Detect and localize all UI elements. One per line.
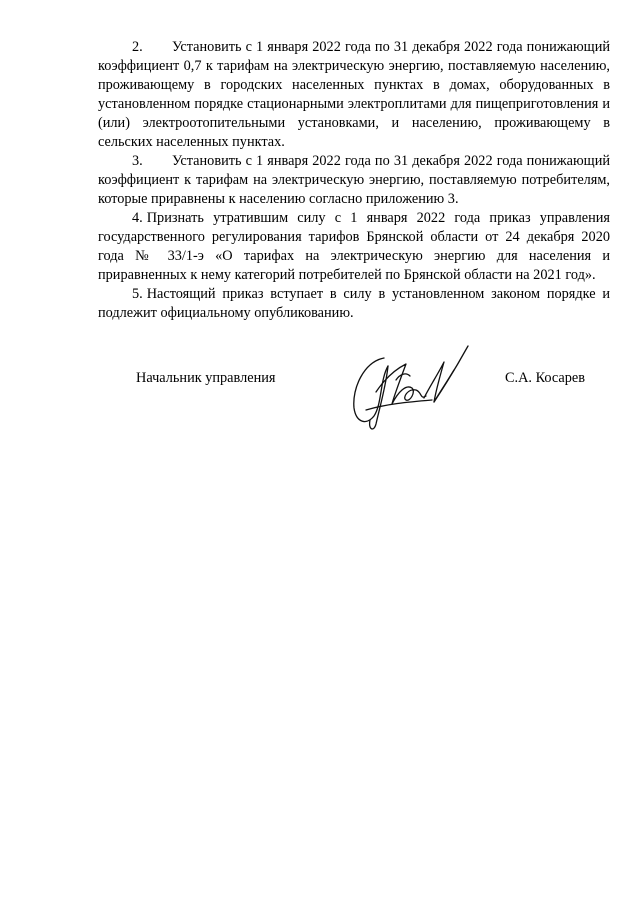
paragraph-4 xyxy=(98,209,610,285)
signature-block xyxy=(0,340,640,440)
document-body xyxy=(98,38,610,323)
paragraph-3 xyxy=(98,152,610,209)
paragraph-text: Настоящий приказ вступает в силу в установленном законом порядке и подлежит официальному опубликованию. xyxy=(98,286,610,321)
paragraph-5 xyxy=(98,285,610,323)
signatory-name: С.А. Косарев xyxy=(505,370,586,386)
paragraph-number: 2. xyxy=(132,39,143,55)
paragraph-2 xyxy=(98,38,610,152)
paragraph-number: 5. xyxy=(132,286,143,302)
paragraph-number: 3. xyxy=(132,153,143,169)
paragraph-text: Признать утратившим силу с 1 января 2022 года приказ управления государственного регулирования тарифов Брянской области от 24 декабря 2020 года № 33/1-э «О тарифах на электрическую энергию для населения и приравненных к нему категорий потребителей по Брянской области на 2021 год». xyxy=(98,210,610,283)
paragraph-text: Установить с 1 января 2022 года по 31 декабря 2022 года понижающий коэффициент к тарифам на электрическую энергию, поставляемую потребителям, которые приравнены к населению согласно приложению 3. xyxy=(98,153,610,207)
paragraph-text: Установить с 1 января 2022 года по 31 декабря 2022 года понижающий коэффициент 0,7 к тарифам на электрическую энергию, поставляемую населению, проживающему в городских населенных пунктах в домах, оборудованных в установленном порядке стационарными электроплитами для пищеприготовления и (или) электроотопительными установками, и населению, проживающему в сельских населенных пунктах. xyxy=(98,39,610,150)
handwritten-signature xyxy=(336,340,486,440)
signatory-position: Начальник управления xyxy=(136,370,276,386)
paragraph-number: 4. xyxy=(132,210,143,226)
